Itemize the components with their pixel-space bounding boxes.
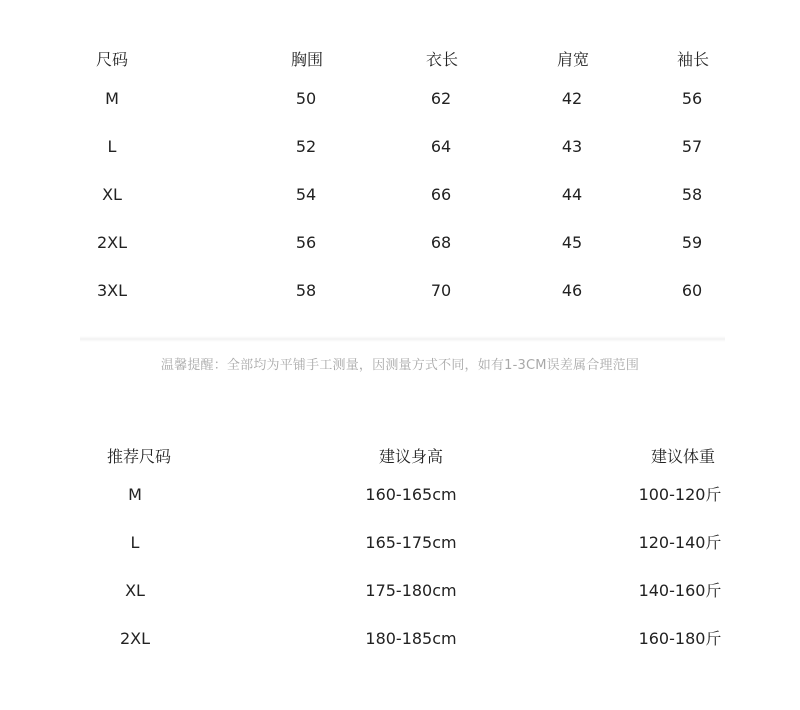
- header-weight: 建议体重: [650, 447, 716, 466]
- sleeve-cell: 60: [681, 281, 703, 300]
- sleeve-cell: 59: [681, 233, 703, 252]
- recommend-size-cell: M: [128, 485, 142, 504]
- chest-cell: 56: [295, 233, 317, 252]
- sleeve-cell: 56: [681, 89, 703, 108]
- size-cell: 3XL: [96, 281, 128, 300]
- shoulder-cell: 42: [561, 89, 583, 108]
- length-cell: 66: [430, 185, 452, 204]
- weight-cell: 140-160斤: [638, 581, 722, 600]
- length-cell: 70: [430, 281, 452, 300]
- sleeve-cell: 58: [681, 185, 703, 204]
- shoulder-cell: 43: [561, 137, 583, 156]
- header-length: 衣长: [425, 50, 459, 69]
- recommend-size-cell: 2XL: [119, 629, 151, 648]
- size-cell: M: [105, 89, 119, 108]
- header-sleeve: 袖长: [676, 50, 710, 69]
- size-cell: L: [107, 137, 117, 156]
- height-cell: 175-180cm: [365, 581, 457, 600]
- header-size: 尺码: [95, 50, 129, 69]
- chest-cell: 58: [295, 281, 317, 300]
- height-cell: 180-185cm: [365, 629, 457, 648]
- size-cell: 2XL: [96, 233, 128, 252]
- chest-cell: 52: [295, 137, 317, 156]
- weight-cell: 160-180斤: [638, 629, 722, 648]
- length-cell: 68: [430, 233, 452, 252]
- shoulder-cell: 45: [561, 233, 583, 252]
- length-cell: 64: [430, 137, 452, 156]
- weight-cell: 120-140斤: [638, 533, 722, 552]
- length-cell: 62: [430, 89, 452, 108]
- chest-cell: 54: [295, 185, 317, 204]
- measurement-note: 温馨提醒：全部均为平铺手工测量，因测量方式不同，如有1-3CM误差属合理范围: [160, 358, 640, 373]
- sleeve-cell: 57: [681, 137, 703, 156]
- header-recommend-size: 推荐尺码: [106, 447, 172, 466]
- weight-cell: 100-120斤: [638, 485, 722, 504]
- height-cell: 165-175cm: [365, 533, 457, 552]
- header-chest: 胸围: [290, 50, 324, 69]
- recommend-size-cell: XL: [125, 581, 145, 600]
- divider: [80, 336, 725, 342]
- height-cell: 160-165cm: [365, 485, 457, 504]
- chest-cell: 50: [295, 89, 317, 108]
- header-height: 建议身高: [378, 447, 444, 466]
- shoulder-cell: 44: [561, 185, 583, 204]
- size-cell: XL: [102, 185, 122, 204]
- header-shoulder: 肩宽: [556, 50, 590, 69]
- recommend-size-cell: L: [130, 533, 140, 552]
- shoulder-cell: 46: [561, 281, 583, 300]
